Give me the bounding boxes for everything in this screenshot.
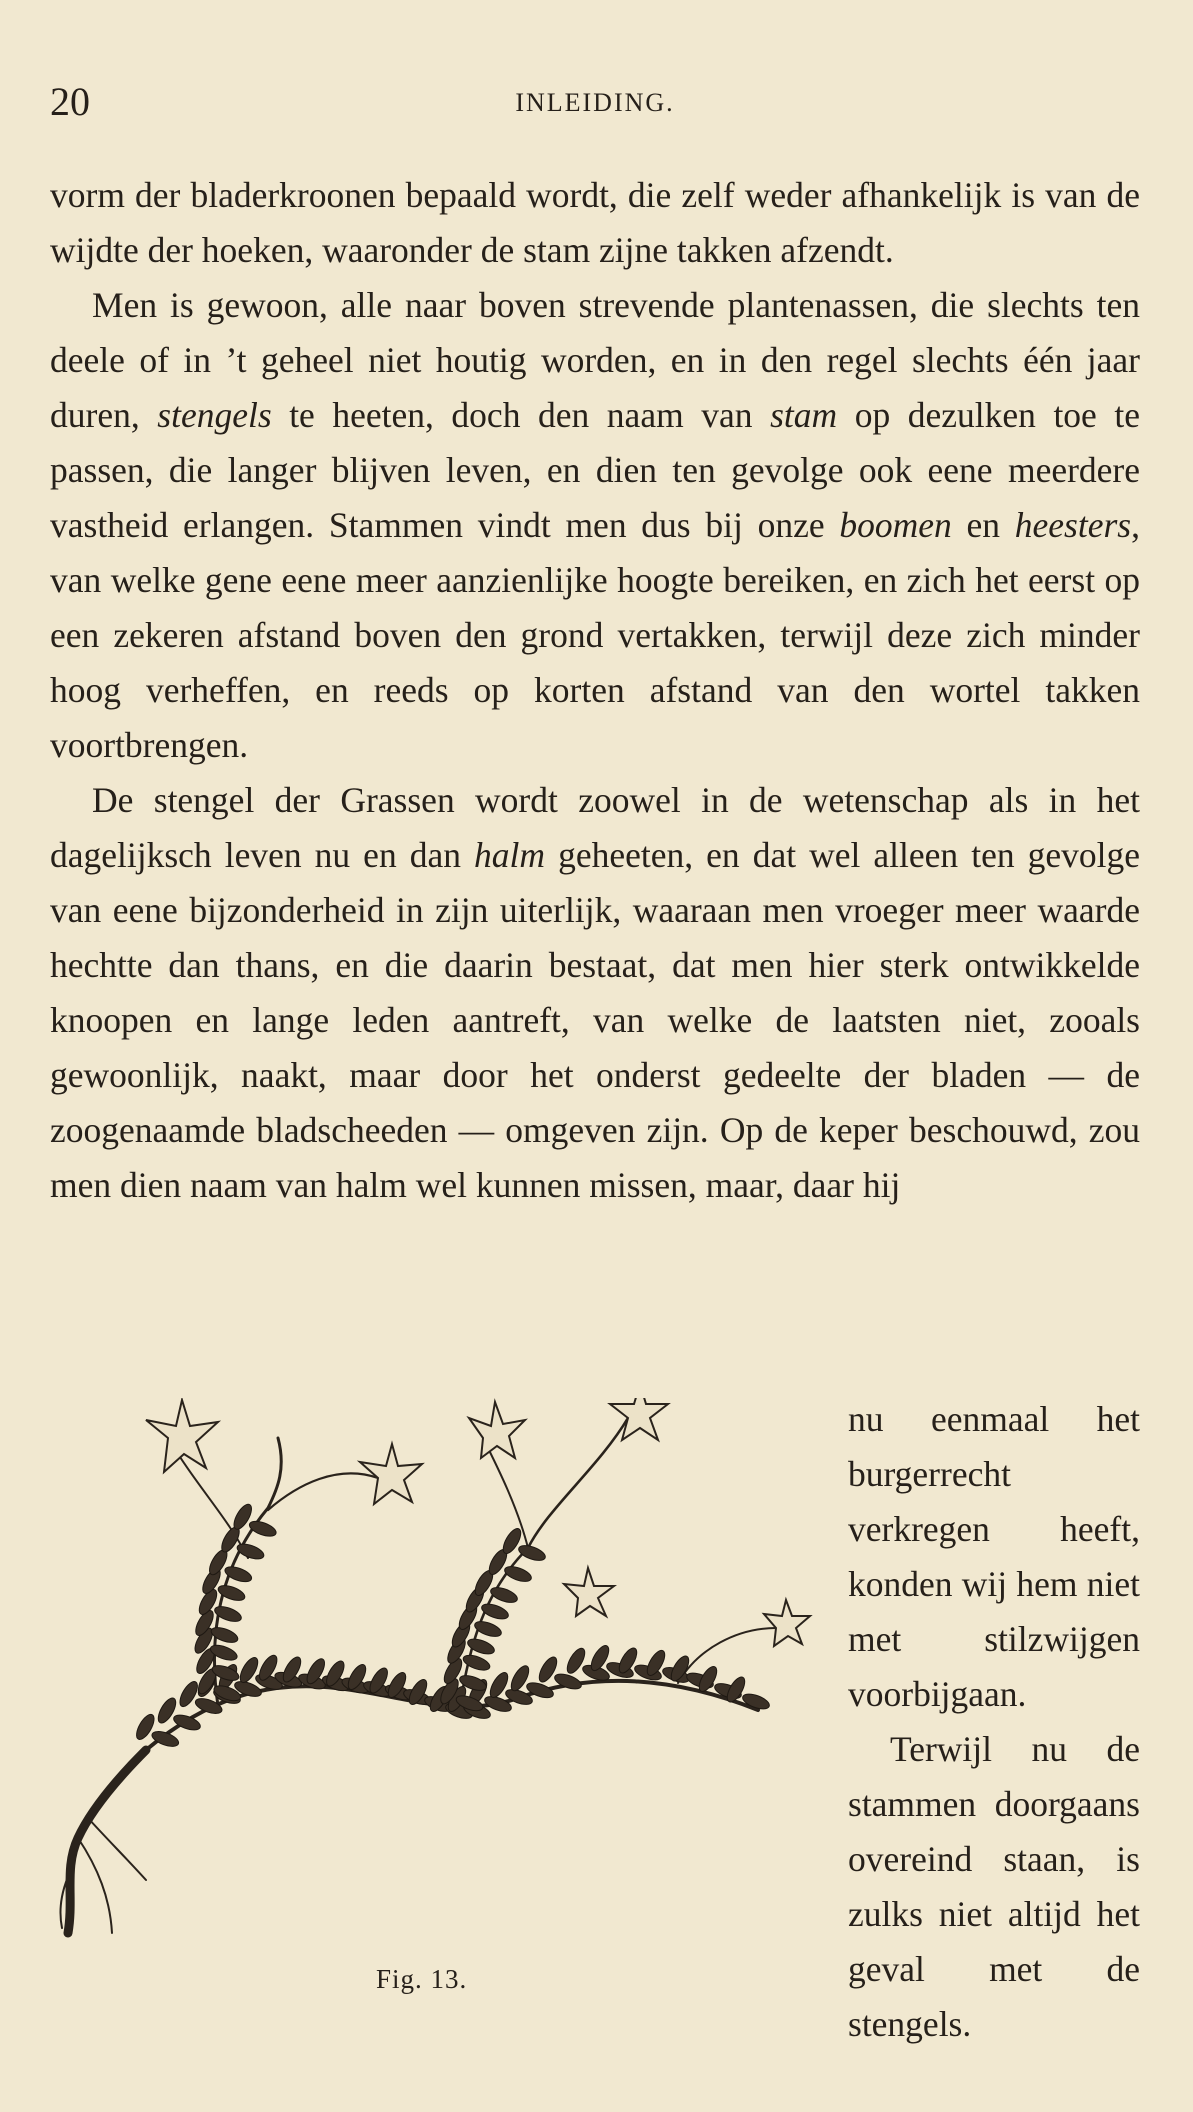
text-run: Men is gewoon, alle naar boven strevende plantenassen, die slechts ten deele of in ’t geheel niet houtig worden, en in den regel slechts één jaar duren, <box>50 285 1140 435</box>
side-column-text <box>848 1392 1140 2052</box>
text-run: op dezulken toe te passen, die langer blijven leven, en dien ten gevolge ook eene meerdere vastheid erlangen. Stammen vindt men dus bij onze <box>50 395 1140 545</box>
text-run: vorm der bladerkroonen bepaald wordt, die zelf weder afhankelijk is van de wijdte der hoeken, waaronder de stam zijne takken afzendt. <box>50 175 1140 270</box>
text-run: De stengel der Grassen wordt zoowel in de wetenschap als in het dagelijksch leven nu en dan <box>50 780 1140 875</box>
figure-caption: Fig. 13. <box>376 1964 468 1994</box>
paragraph <box>50 168 1140 278</box>
side-paragraph: Terwijl nu de stammen doorgaans overeind staan, is zulks niet altijd het geval met de stengels. <box>848 1729 1140 2044</box>
italic-term: boomen <box>839 505 952 545</box>
paragraph <box>50 773 1140 1213</box>
page-header <box>50 78 1140 128</box>
text-run: te heeten, doch den naam van <box>271 395 771 435</box>
figure-13 <box>58 1398 830 2010</box>
italic-term: stengels <box>157 395 272 435</box>
running-head: INLEIDING. <box>515 88 675 117</box>
side-paragraph-continuation: nu eenmaal het burgerrecht verkregen heeft, konden wij hem niet met stilzwijgen voorbijgaan. <box>848 1399 1140 1714</box>
paragraph <box>50 278 1140 773</box>
body-text <box>50 168 1140 1213</box>
italic-term: halm <box>474 835 546 875</box>
italic-term: stam <box>770 395 838 435</box>
italic-term: heesters <box>1014 505 1132 545</box>
text-run: geheeten, en dat wel alleen ten gevolge van eene bijzonderheid in zijn uiterlijk, waaraan men vroeger meer waarde hechtte dan thans, en die daarin bestaat, dat men hier sterk ontwikkelde knoopen en lange leden aantreft, van welke de laatsten niet, zooals gewoonlijk, naakt, maar door het onderst gedeelte der bladen — de zoogenaamde bladscheeden — omgeven zijn. Op de keper beschouwd, zou men dien naam van halm wel kunnen missen, maar, daar hij <box>50 835 1140 1205</box>
page-number: 20 <box>50 79 90 124</box>
plant-illustration <box>58 1398 830 1958</box>
text-run: en <box>951 505 1015 545</box>
text-run: , van welke gene eene meer aanzienlijke hoogte bereiken, en zich het eerst op een zekeren afstand boven den grond vertakken, terwijl deze zich minder hoog verheffen, en reeds op korten afstand van den wortel takken voortbrengen. <box>50 505 1140 765</box>
